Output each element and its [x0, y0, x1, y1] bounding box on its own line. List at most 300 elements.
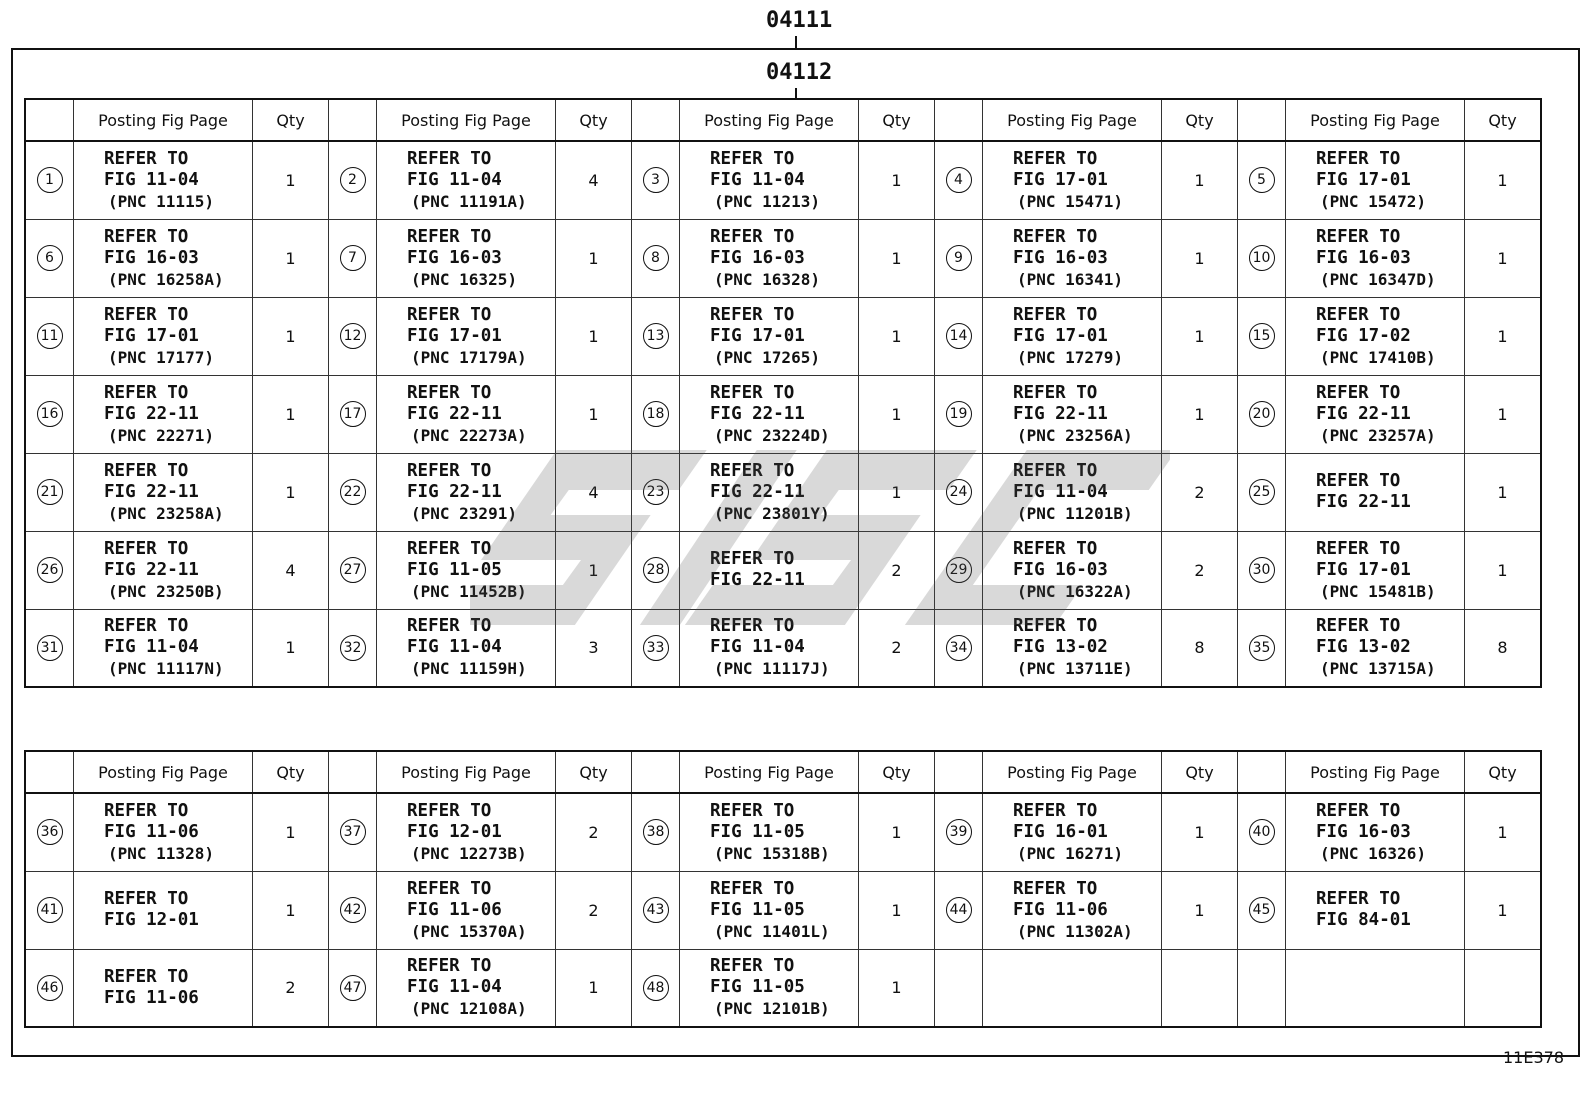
item-number-cell: [25, 531, 74, 609]
reference-cell: [983, 375, 1162, 453]
reference-text: [983, 227, 1161, 290]
item-number-cell: [935, 141, 983, 219]
qty-cell: [1162, 609, 1238, 687]
table-row: [25, 297, 1541, 375]
item-number-cell: [935, 219, 983, 297]
fig-page-text: FIG 22-11: [104, 481, 199, 502]
qty-value: 1: [891, 822, 902, 842]
item-number-badge: 16: [37, 401, 63, 427]
pnc-text: (PNC 12101B): [714, 999, 830, 1019]
reference-text: [377, 149, 555, 212]
fig-page-text: FIG 11-04: [710, 169, 805, 190]
reference-text: [680, 305, 858, 368]
refer-to-text: REFER TO: [1316, 471, 1401, 491]
refer-to-text: REFER TO: [104, 226, 189, 247]
item-number-badge: 31: [37, 635, 63, 661]
refer-to-text: REFER TO: [710, 226, 795, 247]
reference-cell: [74, 609, 253, 687]
reference-cell: [680, 297, 859, 375]
qty-cell: [1162, 297, 1238, 375]
fig-page-text: FIG 11-04: [104, 637, 199, 658]
reference-cell: [1286, 375, 1465, 453]
qty-cell: [1162, 141, 1238, 219]
reference-cell: [74, 219, 253, 297]
table-header-row: [25, 99, 1541, 141]
item-number-badge: 21: [37, 479, 63, 505]
refer-to-text: REFER TO: [104, 460, 189, 481]
qty-value: 1: [1497, 482, 1508, 502]
fig-page-text: FIG 11-05: [710, 821, 805, 842]
item-number-cell: [1238, 531, 1286, 609]
refer-to-text: REFER TO: [407, 956, 492, 977]
item-number-cell: [25, 609, 74, 687]
reference-cell: [983, 453, 1162, 531]
qty-value: 1: [1497, 900, 1508, 920]
reference-cell: [74, 141, 253, 219]
qty-cell: [253, 793, 329, 871]
qty-value: 1: [588, 248, 599, 268]
pnc-text: (PNC 11401L): [714, 921, 830, 941]
item-number-badge: 19: [946, 401, 972, 427]
reference-cell: [74, 531, 253, 609]
qty-cell: [1465, 375, 1542, 453]
fig-page-text: FIG 16-03: [1013, 559, 1108, 580]
reference-text: [377, 539, 555, 602]
fig-page-text: FIG 11-06: [104, 821, 199, 842]
header-posting-fig-page: Posting Fig Page: [680, 751, 859, 793]
qty-cell: [556, 141, 632, 219]
reference-text: [983, 539, 1161, 602]
fig-page-text: FIG 17-01: [104, 325, 199, 346]
qty-cell: [556, 297, 632, 375]
qty-cell: [1465, 297, 1542, 375]
pnc-text: (PNC 16341): [1017, 269, 1123, 289]
fig-page-text: FIG 16-03: [104, 247, 199, 268]
header-qty: Qty: [1162, 99, 1238, 141]
pnc-text: (PNC 12273B): [411, 843, 527, 863]
reference-cell: [680, 609, 859, 687]
item-number-cell: [935, 871, 983, 949]
header-index-cell: [329, 751, 377, 793]
header-posting-fig-page: Posting Fig Page: [680, 99, 859, 141]
refer-to-text: REFER TO: [1316, 616, 1401, 637]
pnc-text: (PNC 16326): [1320, 843, 1426, 863]
qty-value: 1: [891, 404, 902, 424]
item-number-badge: 2: [340, 167, 366, 193]
reference-cell: [1286, 453, 1465, 531]
refer-to-text: REFER TO: [710, 878, 795, 899]
fig-page-text: FIG 11-05: [710, 977, 805, 998]
header-qty: Qty: [253, 99, 329, 141]
qty-value: 2: [1194, 482, 1205, 502]
item-number-badge: 1: [37, 167, 63, 193]
item-number-badge: 6: [37, 245, 63, 271]
qty-value: 1: [285, 248, 296, 268]
item-number-cell: [632, 219, 680, 297]
refer-to-text: REFER TO: [1316, 889, 1401, 909]
qty-cell: [1162, 531, 1238, 609]
item-number-badge: 3: [643, 167, 669, 193]
item-number-cell: [25, 219, 74, 297]
fig-page-text: FIG 22-11: [407, 481, 502, 502]
qty-cell: [253, 609, 329, 687]
item-number-cell: [935, 375, 983, 453]
reference-cell: [983, 141, 1162, 219]
reference-text: [377, 383, 555, 446]
reference-cell: [983, 793, 1162, 871]
fig-page-text: FIG 17-01: [1316, 169, 1411, 190]
item-number-cell: [25, 141, 74, 219]
item-number-cell: [1238, 141, 1286, 219]
fig-page-text: FIG 11-06: [1013, 899, 1108, 920]
fig-page-text: FIG 11-04: [407, 169, 502, 190]
pnc-text: (PNC 11302A): [1017, 921, 1133, 941]
pnc-text: (PNC 11213): [714, 191, 820, 211]
reference-text: [983, 879, 1161, 942]
header-index-cell: [632, 99, 680, 141]
refer-to-text: REFER TO: [104, 538, 189, 559]
item-number-cell: [329, 871, 377, 949]
header-index-cell: [935, 751, 983, 793]
item-number-badge: 13: [643, 323, 669, 349]
item-number-badge: 28: [643, 557, 669, 583]
pnc-text: (PNC 12108A): [411, 999, 527, 1019]
qty-cell: [556, 375, 632, 453]
fig-page-text: FIG 11-04: [104, 169, 199, 190]
fig-page-text: FIG 22-11: [1316, 403, 1411, 424]
item-number-cell: [329, 609, 377, 687]
refer-to-text: REFER TO: [1013, 460, 1098, 481]
reference-cell: [377, 949, 556, 1027]
item-number-cell: [329, 793, 377, 871]
item-number-badge: 38: [643, 819, 669, 845]
qty-cell: [1162, 375, 1238, 453]
header-posting-fig-page: Posting Fig Page: [983, 99, 1162, 141]
fig-page-text: FIG 11-06: [104, 987, 199, 1008]
reference-text: [74, 305, 252, 368]
qty-cell: [859, 531, 935, 609]
reference-cell: [1286, 793, 1465, 871]
reference-cell: [377, 609, 556, 687]
item-number-cell: [1238, 793, 1286, 871]
reference-cell: [680, 375, 859, 453]
refer-to-text: REFER TO: [710, 304, 795, 325]
reference-text: [983, 461, 1161, 524]
item-number-badge: 48: [643, 975, 669, 1001]
reference-text: [1286, 149, 1464, 212]
reference-text: [983, 801, 1161, 864]
qty-cell: [253, 871, 329, 949]
qty-cell: [556, 949, 632, 1027]
refer-to-text: REFER TO: [1013, 226, 1098, 247]
reference-table-1: [24, 98, 1542, 688]
pnc-text: (PNC 17410B): [1320, 347, 1436, 367]
item-number-cell: [1238, 375, 1286, 453]
refer-to-text: REFER TO: [1316, 304, 1401, 325]
reference-text: [983, 305, 1161, 368]
refer-to-text: REFER TO: [1316, 800, 1401, 821]
item-number-badge: 46: [37, 975, 63, 1001]
pnc-text: (PNC 11191A): [411, 191, 527, 211]
item-number-cell: [329, 375, 377, 453]
pnc-text: (PNC 17279): [1017, 347, 1123, 367]
qty-value: 1: [285, 900, 296, 920]
item-number-badge: 44: [946, 897, 972, 923]
refer-to-text: REFER TO: [104, 966, 189, 987]
reference-cell: [74, 949, 253, 1027]
reference-cell: [680, 871, 859, 949]
item-number-cell: [25, 453, 74, 531]
reference-cell: [74, 375, 253, 453]
qty-cell: [556, 871, 632, 949]
item-number-cell: [935, 949, 983, 1027]
pnc-text: (PNC 15481B): [1320, 581, 1436, 601]
reference-text: [74, 227, 252, 290]
reference-cell: [377, 531, 556, 609]
refer-to-text: REFER TO: [1013, 538, 1098, 559]
item-number-badge: 12: [340, 323, 366, 349]
fig-page-text: FIG 11-04: [407, 637, 502, 658]
refer-to-text: REFER TO: [407, 304, 492, 325]
table-row: [25, 375, 1541, 453]
reference-text: [1286, 616, 1464, 679]
refer-to-text: REFER TO: [104, 382, 189, 403]
qty-value: 4: [588, 482, 599, 502]
pnc-text: (PNC 17265): [714, 347, 820, 367]
refer-to-text: REFER TO: [1013, 878, 1098, 899]
header-posting-fig-page: Posting Fig Page: [1286, 751, 1465, 793]
qty-value: 2: [588, 822, 599, 842]
qty-value: 2: [1194, 560, 1205, 580]
header-qty: Qty: [1162, 751, 1238, 793]
fig-page-text: FIG 22-11: [710, 403, 805, 424]
qty-value: 1: [1194, 900, 1205, 920]
item-number-badge: 34: [946, 635, 972, 661]
pnc-text: (PNC 16347D): [1320, 269, 1436, 289]
qty-value: 1: [891, 482, 902, 502]
item-number-cell: [1238, 949, 1286, 1027]
pnc-text: (PNC 16271): [1017, 843, 1123, 863]
qty-cell: [556, 531, 632, 609]
qty-cell: [1162, 793, 1238, 871]
refer-to-text: REFER TO: [1316, 226, 1401, 247]
pnc-text: (PNC 11117J): [714, 659, 830, 679]
refer-to-text: REFER TO: [407, 538, 492, 559]
pnc-text: (PNC 16328): [714, 269, 820, 289]
reference-text: [377, 227, 555, 290]
item-number-cell: [632, 793, 680, 871]
item-number-cell: [1238, 871, 1286, 949]
reference-cell: [680, 531, 859, 609]
reference-text: [983, 383, 1161, 446]
pnc-text: (PNC 17179A): [411, 347, 527, 367]
reference-cell: [377, 793, 556, 871]
qty-value: 8: [1497, 638, 1508, 658]
reference-table-2: [24, 750, 1542, 1028]
qty-value: 2: [588, 900, 599, 920]
item-number-badge: 25: [1249, 479, 1275, 505]
pnc-text: (PNC 15370A): [411, 921, 527, 941]
qty-value: 1: [285, 638, 296, 658]
item-number-cell: [329, 219, 377, 297]
reference-text: [1286, 305, 1464, 368]
header-qty: Qty: [253, 751, 329, 793]
assembly-code-inner: 04112: [766, 60, 833, 85]
fig-page-text: FIG 13-02: [1013, 637, 1108, 658]
reference-text: [377, 305, 555, 368]
qty-cell: [859, 141, 935, 219]
fig-page-text: FIG 22-11: [710, 570, 805, 590]
reference-text: [377, 616, 555, 679]
fig-page-text: FIG 16-03: [1316, 821, 1411, 842]
item-number-badge: 8: [643, 245, 669, 271]
item-number-cell: [935, 609, 983, 687]
pnc-text: (PNC 23258A): [108, 503, 224, 523]
item-number-badge: 26: [37, 557, 63, 583]
fig-page-text: FIG 13-02: [1316, 637, 1411, 658]
header-posting-fig-page: Posting Fig Page: [983, 751, 1162, 793]
item-number-badge: 32: [340, 635, 366, 661]
qty-value: 1: [285, 404, 296, 424]
header-qty: Qty: [1465, 751, 1542, 793]
qty-value: 2: [285, 978, 296, 998]
header-qty: Qty: [1465, 99, 1542, 141]
fig-page-text: FIG 22-11: [104, 559, 199, 580]
table-row: [25, 531, 1541, 609]
qty-value: 8: [1194, 638, 1205, 658]
qty-value: 1: [588, 560, 599, 580]
refer-to-text: REFER TO: [104, 800, 189, 821]
header-qty: Qty: [556, 99, 632, 141]
item-number-badge: 42: [340, 897, 366, 923]
qty-value: 1: [891, 978, 902, 998]
qty-cell: [1465, 453, 1542, 531]
reference-text: [377, 801, 555, 864]
reference-cell: [680, 453, 859, 531]
reference-text: [1286, 801, 1464, 864]
reference-cell: [1286, 609, 1465, 687]
qty-cell: [859, 949, 935, 1027]
reference-cell: [377, 141, 556, 219]
item-number-cell: [25, 297, 74, 375]
reference-text: [74, 461, 252, 524]
reference-cell: [680, 793, 859, 871]
fig-page-text: FIG 22-11: [407, 403, 502, 424]
reference-text: [1286, 383, 1464, 446]
reference-text: [74, 539, 252, 602]
reference-text: [680, 956, 858, 1019]
qty-value: 1: [285, 170, 296, 190]
refer-to-text: REFER TO: [710, 956, 795, 977]
fig-page-text: FIG 16-03: [1013, 247, 1108, 268]
item-number-badge: 15: [1249, 323, 1275, 349]
qty-value: 1: [1194, 170, 1205, 190]
pnc-text: (PNC 13715A): [1320, 659, 1436, 679]
pnc-text: (PNC 23801Y): [714, 503, 830, 523]
reference-cell: [74, 871, 253, 949]
item-number-cell: [632, 141, 680, 219]
reference-cell: [983, 949, 1162, 1027]
item-number-cell: [632, 453, 680, 531]
header-index-cell: [935, 99, 983, 141]
item-number-badge: 18: [643, 401, 669, 427]
reference-text: [983, 616, 1161, 679]
table-row: [25, 141, 1541, 219]
qty-value: 1: [285, 822, 296, 842]
reference-text: [377, 956, 555, 1019]
refer-to-text: REFER TO: [407, 878, 492, 899]
fig-page-text: FIG 17-01: [1316, 559, 1411, 580]
qty-cell: [556, 793, 632, 871]
qty-value: 1: [1194, 822, 1205, 842]
reference-cell: [377, 297, 556, 375]
qty-cell: [1162, 219, 1238, 297]
reference-cell: [74, 297, 253, 375]
header-qty: Qty: [859, 751, 935, 793]
qty-cell: [859, 453, 935, 531]
item-number-badge: 23: [643, 479, 669, 505]
qty-value: 2: [891, 638, 902, 658]
reference-text: [1286, 539, 1464, 602]
fig-page-text: FIG 11-06: [407, 899, 502, 920]
qty-value: 1: [1194, 404, 1205, 424]
item-number-cell: [632, 375, 680, 453]
pnc-text: (PNC 11159H): [411, 659, 527, 679]
refer-to-text: REFER TO: [1013, 800, 1098, 821]
pnc-text: (PNC 11452B): [411, 581, 527, 601]
reference-text: [377, 879, 555, 942]
item-number-cell: [632, 949, 680, 1027]
qty-value: 1: [1497, 560, 1508, 580]
pnc-text: (PNC 16258A): [108, 269, 224, 289]
qty-value: 3: [588, 638, 599, 658]
fig-page-text: FIG 11-04: [407, 977, 502, 998]
qty-value: 1: [1497, 170, 1508, 190]
fig-page-text: FIG 17-02: [1316, 325, 1411, 346]
qty-cell: [1465, 949, 1542, 1027]
pnc-text: (PNC 15318B): [714, 843, 830, 863]
refer-to-text: REFER TO: [104, 616, 189, 637]
qty-cell: [253, 453, 329, 531]
item-number-badge: 35: [1249, 635, 1275, 661]
refer-to-text: REFER TO: [710, 460, 795, 481]
qty-value: 1: [588, 326, 599, 346]
refer-to-text: REFER TO: [1013, 382, 1098, 403]
fig-page-text: FIG 11-05: [710, 899, 805, 920]
reference-text: [74, 889, 252, 931]
item-number-cell: [632, 531, 680, 609]
fig-page-text: FIG 22-11: [104, 403, 199, 424]
fig-page-text: FIG 22-11: [710, 481, 805, 502]
pnc-text: (PNC 22271): [108, 425, 214, 445]
item-number-cell: [25, 871, 74, 949]
qty-cell: [1465, 609, 1542, 687]
reference-cell: [983, 297, 1162, 375]
item-number-badge: 47: [340, 975, 366, 1001]
qty-value: 1: [1497, 404, 1508, 424]
assembly-code-outer: 04111: [766, 8, 833, 33]
qty-value: 1: [1497, 822, 1508, 842]
item-number-badge: 22: [340, 479, 366, 505]
item-number-cell: [25, 793, 74, 871]
item-number-badge: 14: [946, 323, 972, 349]
item-number-badge: 40: [1249, 819, 1275, 845]
refer-to-text: REFER TO: [104, 889, 189, 909]
pnc-text: (PNC 11117N): [108, 659, 224, 679]
item-number-cell: [329, 141, 377, 219]
qty-cell: [1162, 453, 1238, 531]
figure-code: 11E378: [1502, 1048, 1564, 1067]
